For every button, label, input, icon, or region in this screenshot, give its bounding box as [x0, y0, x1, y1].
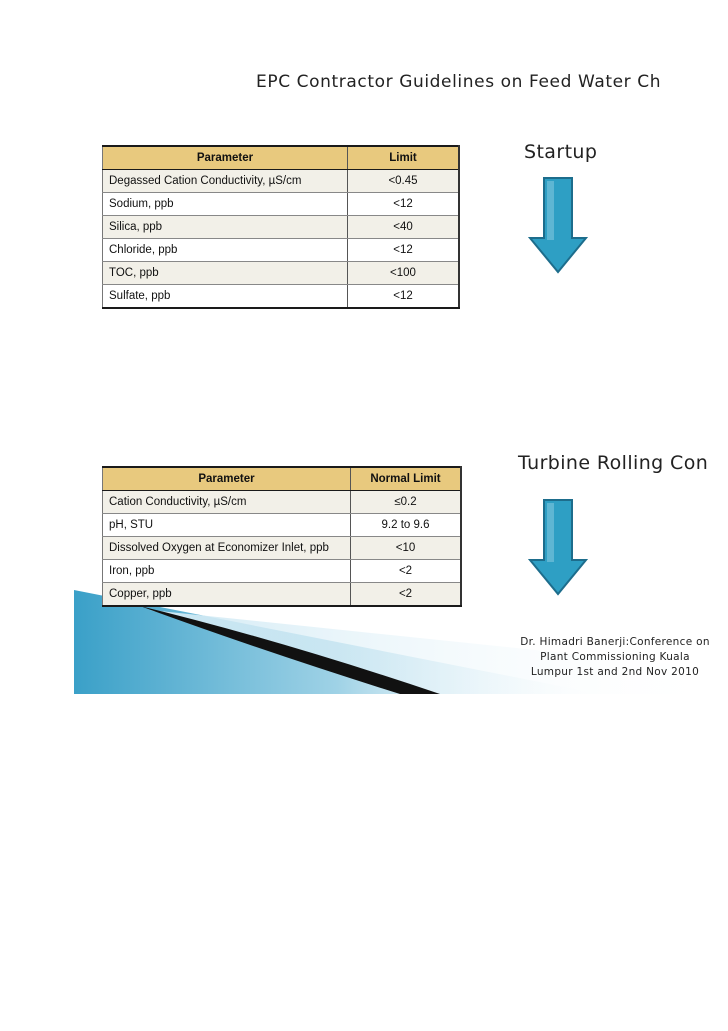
author-credit — [502, 635, 728, 680]
table-row — [103, 514, 462, 537]
limit-cell: 9.2 to 9.6 — [351, 514, 462, 537]
table-row — [103, 583, 462, 607]
table-row — [103, 216, 460, 239]
turbine-rolling-limits-table — [102, 466, 462, 607]
limit-cell: <2 — [351, 583, 462, 607]
credit-line: Lumpur 1st and 2nd Nov 2010 — [530, 666, 700, 678]
limit-cell: ≤0.2 — [351, 491, 462, 514]
parameter-cell: Chloride, ppb — [103, 239, 348, 262]
parameter-cell: Cation Conductivity, µS/cm — [103, 491, 351, 514]
arrow-down-icon — [528, 176, 588, 274]
parameter-cell: pH, STU — [103, 514, 351, 537]
table-row — [103, 537, 462, 560]
limit-cell: <100 — [348, 262, 460, 285]
parameter-cell: Sodium, ppb — [103, 193, 348, 216]
parameter-cell: TOC, ppb — [103, 262, 348, 285]
table-row — [103, 193, 460, 216]
limit-cell: <0.45 — [348, 170, 460, 193]
parameter-cell: Sulfate, ppb — [103, 285, 348, 309]
column-header-parameter: Parameter — [103, 467, 351, 491]
table-row — [103, 560, 462, 583]
limit-cell: <40 — [348, 216, 460, 239]
limit-cell: <12 — [348, 285, 460, 309]
table-row — [103, 170, 460, 193]
table-row — [103, 285, 460, 309]
arrow-down-icon — [528, 498, 588, 596]
credit-line: Dr. Himadri Banerji:Conference on — [520, 636, 710, 648]
table-row — [103, 491, 462, 514]
parameter-cell: Silica, ppb — [103, 216, 348, 239]
turbine-rolling-label: Turbine Rolling Con — [518, 452, 709, 474]
column-header-parameter: Parameter — [103, 146, 348, 170]
credit-line: Plant Commissioning Kuala — [540, 651, 690, 663]
table-row — [103, 262, 460, 285]
limit-cell: <10 — [351, 537, 462, 560]
column-header-normal-limit: Normal Limit — [351, 467, 462, 491]
startup-label: Startup — [524, 141, 598, 163]
slide-title: EPC Contractor Guidelines on Feed Water Ch — [256, 72, 662, 92]
limit-cell: <2 — [351, 560, 462, 583]
parameter-cell: Degassed Cation Conductivity, µS/cm — [103, 170, 348, 193]
table-row — [103, 239, 460, 262]
limit-cell: <12 — [348, 193, 460, 216]
limit-cell: <12 — [348, 239, 460, 262]
parameter-cell: Copper, ppb — [103, 583, 351, 607]
parameter-cell: Iron, ppb — [103, 560, 351, 583]
startup-limits-table — [102, 145, 460, 309]
parameter-cell: Dissolved Oxygen at Economizer Inlet, ppb — [103, 537, 351, 560]
column-header-limit: Limit — [348, 146, 460, 170]
